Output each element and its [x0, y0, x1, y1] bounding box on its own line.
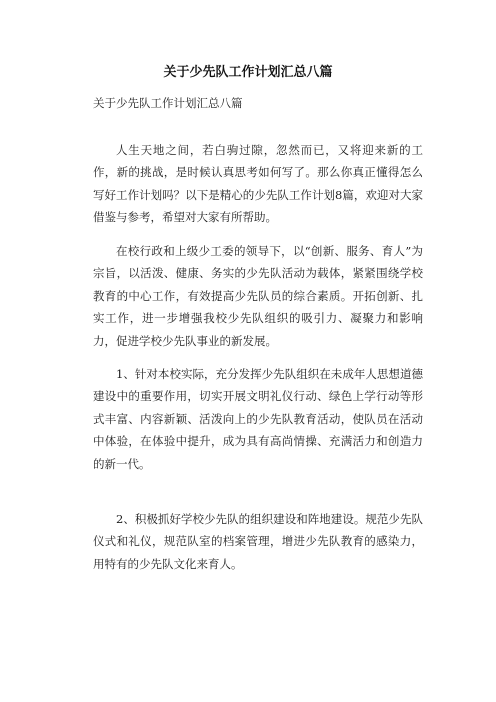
- paragraph-item-1: 1、针对本校实际，充分发挥少先队组织在未成年人思想道德建设中的重要作用，切实开展文明礼仪行动、绿色上学行动等形式丰富、内容新颖、活泼向上的少先队教育活动，使队员在活动中体验，在体验中提升，成为具有高尚情操、充满活力和创造力的新一代。: [93, 367, 423, 471]
- document-title: 关于少先队工作计划汇总八篇: [163, 65, 333, 80]
- paragraph-intro: 人生天地之间，若白驹过隙，忽然而已，又将迎来新的工作，新的挑战，是时候认真思考如何写了。那么你真正懂得怎么写好工作计划吗？以下是精心的少先队工作计划8篇，欢迎对大家借鉴与参考，希望对大家有所帮助。: [93, 143, 423, 225]
- paragraph-item-2: 2、积极抓好学校少先队的组织建设和阵地建设。规范少先队仪式和礼仪，规范队室的档案管理，增进少先队教育的感染力，用特有的少先队文化来育人。: [93, 512, 423, 571]
- paragraph-guiding-principle: 在校行政和上级少工委的领导下，以“创新、服务、育人”为宗旨，以活泼、健康、务实的少先队活动为载体，紧紧围绕学校教育的中心工作，有效提高少先队员的综合素质。开拓创新、扎实工作，进一步增强我校少先队组织的吸引力、凝聚力和影响力，促进学校少先队事业的新发展。: [93, 244, 423, 348]
- document-subtitle: 关于少先队工作计划汇总八篇: [93, 96, 243, 110]
